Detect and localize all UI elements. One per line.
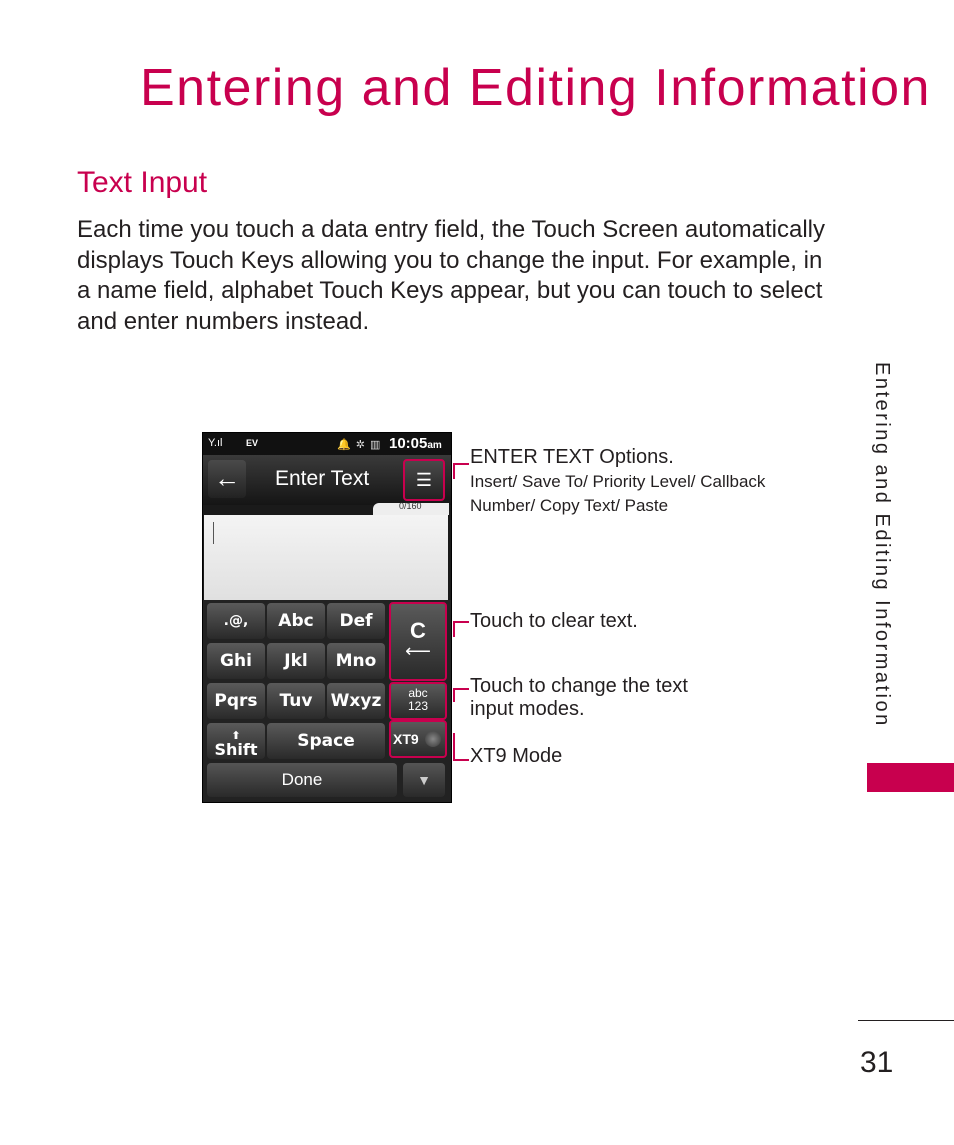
keypad-collapse-button[interactable] xyxy=(403,763,445,797)
section-title: Text Input xyxy=(77,166,208,199)
callout-options-title: ENTER TEXT Options. xyxy=(470,446,674,468)
back-button[interactable] xyxy=(208,460,246,498)
clock-ampm: am xyxy=(427,440,442,451)
clock-time: 10:05 xyxy=(389,435,428,452)
back-arrow-icon: ← xyxy=(214,463,240,493)
text-cursor xyxy=(213,522,214,544)
key-space[interactable]: Space xyxy=(267,723,385,759)
list-menu-icon: ☰ xyxy=(415,470,433,490)
callout-options-line2: Number/ Copy Text/ Paste xyxy=(470,496,669,515)
status-bar xyxy=(203,433,451,455)
callout-clear: Touch to clear text. xyxy=(470,610,638,632)
character-counter: 0/160 xyxy=(399,501,422,511)
key-abc[interactable]: Abc xyxy=(267,603,325,639)
sidebar-chapter-label xyxy=(870,362,900,752)
callout-bracket-mode xyxy=(453,688,469,702)
callout-mode-line2: input modes. xyxy=(470,698,585,720)
key-mno[interactable]: Mno xyxy=(327,643,385,679)
callout-mode-line1: Touch to change the text xyxy=(470,675,688,697)
key-input-mode[interactable] xyxy=(389,682,447,720)
callout-bracket-xt9 xyxy=(453,733,469,761)
key-punctuation[interactable]: .@, xyxy=(207,603,265,639)
ev-icon: EV xyxy=(246,438,259,448)
key-clear-label: C xyxy=(410,618,426,643)
footer-divider xyxy=(858,1020,954,1021)
key-jkl[interactable]: Jkl xyxy=(267,643,325,679)
key-def[interactable]: Def xyxy=(327,603,385,639)
shift-arrow-icon: ⬆ xyxy=(231,729,241,742)
clock xyxy=(389,435,442,452)
phone-screen xyxy=(202,432,452,803)
text-entry-field[interactable] xyxy=(204,515,448,600)
key-wxyz[interactable]: Wxyz xyxy=(327,683,385,719)
signal-icon: Y.ıl xyxy=(208,437,223,449)
key-shift-label: Shift xyxy=(214,740,258,759)
screen-title: Enter Text xyxy=(275,467,370,490)
sidebar-chapter-text: Entering and Editing Information xyxy=(871,362,893,728)
key-xt9[interactable] xyxy=(389,720,447,758)
options-menu-button[interactable] xyxy=(403,459,445,501)
key-shift[interactable] xyxy=(207,723,265,759)
done-button[interactable]: Done xyxy=(207,763,397,797)
key-clear[interactable] xyxy=(389,602,447,681)
keypad xyxy=(203,600,451,802)
key-xt9-label: XT9 xyxy=(393,731,419,747)
callout-bracket-clear xyxy=(453,621,469,637)
key-mode-123: 123 xyxy=(407,699,429,713)
sidebar-chapter-tab xyxy=(867,763,954,792)
xt9-indicator-icon xyxy=(425,731,441,747)
key-ghi[interactable]: Ghi xyxy=(207,643,265,679)
page-number: 31 xyxy=(860,1046,894,1079)
callout-options-line1: Insert/ Save To/ Priority Level/ Callback xyxy=(470,472,766,491)
callout-xt9: XT9 Mode xyxy=(470,745,563,767)
body-paragraph: Each time you touch a data entry field, the Touch Screen automatically displays Touch Keys allowing you to change the input. For example, in a name field, alphabet Touch Keys appear, but you can touch to select and enter numbers instead. xyxy=(77,216,825,335)
page-title: Entering and Editing Information xyxy=(140,59,931,117)
chevron-down-icon: ▼ xyxy=(417,772,431,788)
key-pqrs[interactable]: Pqrs xyxy=(207,683,265,719)
key-mode-abc: abc xyxy=(408,686,428,700)
status-icons: 🔔 ✲ ▥ xyxy=(337,439,382,451)
key-tuv[interactable]: Tuv xyxy=(267,683,325,719)
backspace-arrow-icon: ⟵ xyxy=(405,641,431,661)
callout-bracket-options xyxy=(453,463,469,479)
title-bar xyxy=(203,455,451,505)
